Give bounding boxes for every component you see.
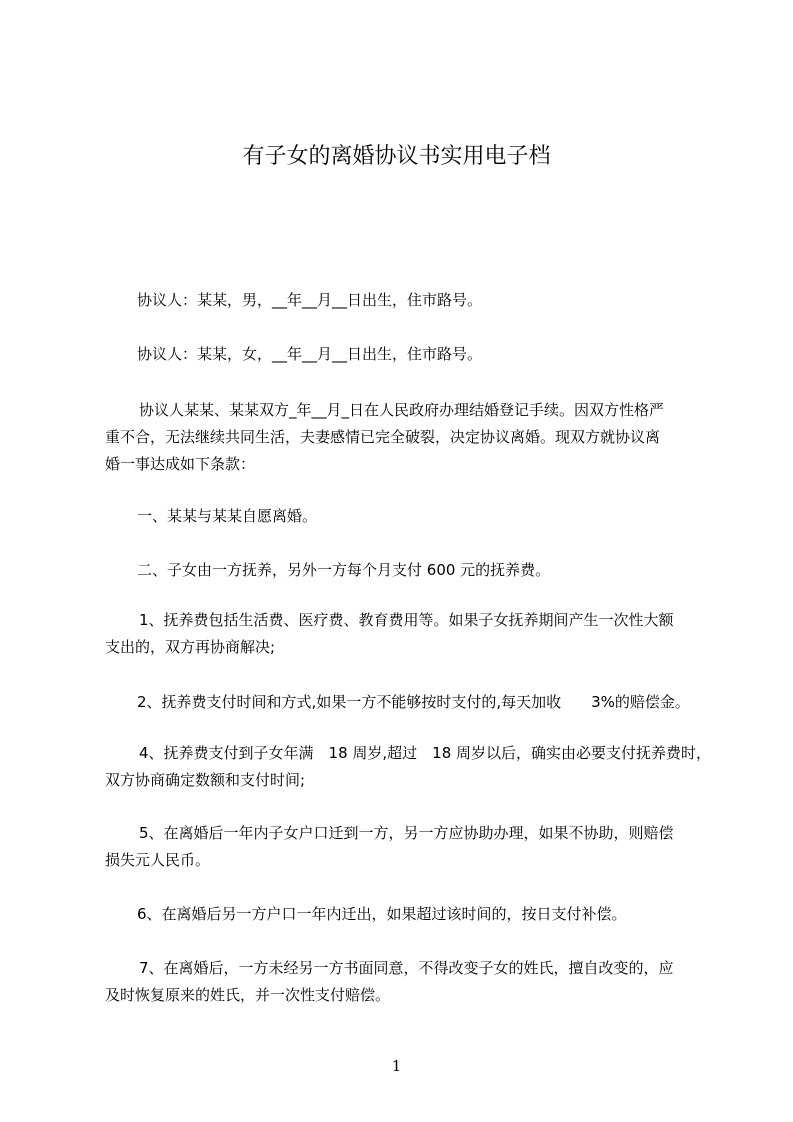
item-4-line-1: 4、抚养费支付到子女年满 18 周岁,超过 18 周岁以后，确实由必要支付抚养费时， <box>139 744 712 762</box>
clause-2: 二、子女由一方抚养，另外一方每个月支付 600 元的抚养费。 <box>137 561 551 579</box>
clause-1: 一、某某与某某自愿离婚。 <box>137 507 318 525</box>
intro-line-1: 协议人某某、某某双方_年__月_日在人民政府办理结婚登记手续。因双方性格严 <box>139 401 665 419</box>
item-5-line-1: 5、在离婚后一年内子女户口迁到一方，另一方应协助办理，如果不协助，则赔偿 <box>139 824 674 842</box>
intro-line-2: 重不合，无法继续共同生活，夫妻感情已完全破裂，决定协议离婚。现双方就协议离 <box>105 428 661 446</box>
item-4-line-2: 双方协商确定数额和支付时间; <box>105 771 306 789</box>
page-number: 1 <box>391 1057 402 1075</box>
document-title: 有子女的离婚协议书实用电子档 <box>242 144 551 169</box>
party-line-2: 协议人：某某，女，__年__月__日出生，住市路号。 <box>137 345 483 363</box>
item-2: 2、抚养费支付时间和方式,如果一方不能够按时支付的,每天加收 3%的赔偿金。 <box>137 693 690 711</box>
item-1-line-1: 1、抚养费包括生活费、医疗费、教育费用等。如果子女抚养期间产生一次性大额 <box>139 611 674 629</box>
item-5-line-2: 损失元人民币。 <box>105 851 211 869</box>
item-1-line-2: 支出的，双方再协商解决; <box>105 638 276 656</box>
intro-line-3: 婚一事达成如下条款： <box>105 455 256 473</box>
item-7-line-1: 7、在离婚后，一方未经另一方书面同意，不得改变子女的姓氏，擅自改变的，应 <box>139 959 674 977</box>
item-7-line-2: 及时恢复原来的姓氏，并一次性支付赔偿。 <box>105 986 391 1004</box>
item-6: 6、在离婚后另一方户口一年内迁出，如果超过该时间的，按日支付补偿。 <box>137 905 627 923</box>
party-line-1: 协议人：某某，男，__年__月__日出生，住市路号。 <box>137 291 483 309</box>
